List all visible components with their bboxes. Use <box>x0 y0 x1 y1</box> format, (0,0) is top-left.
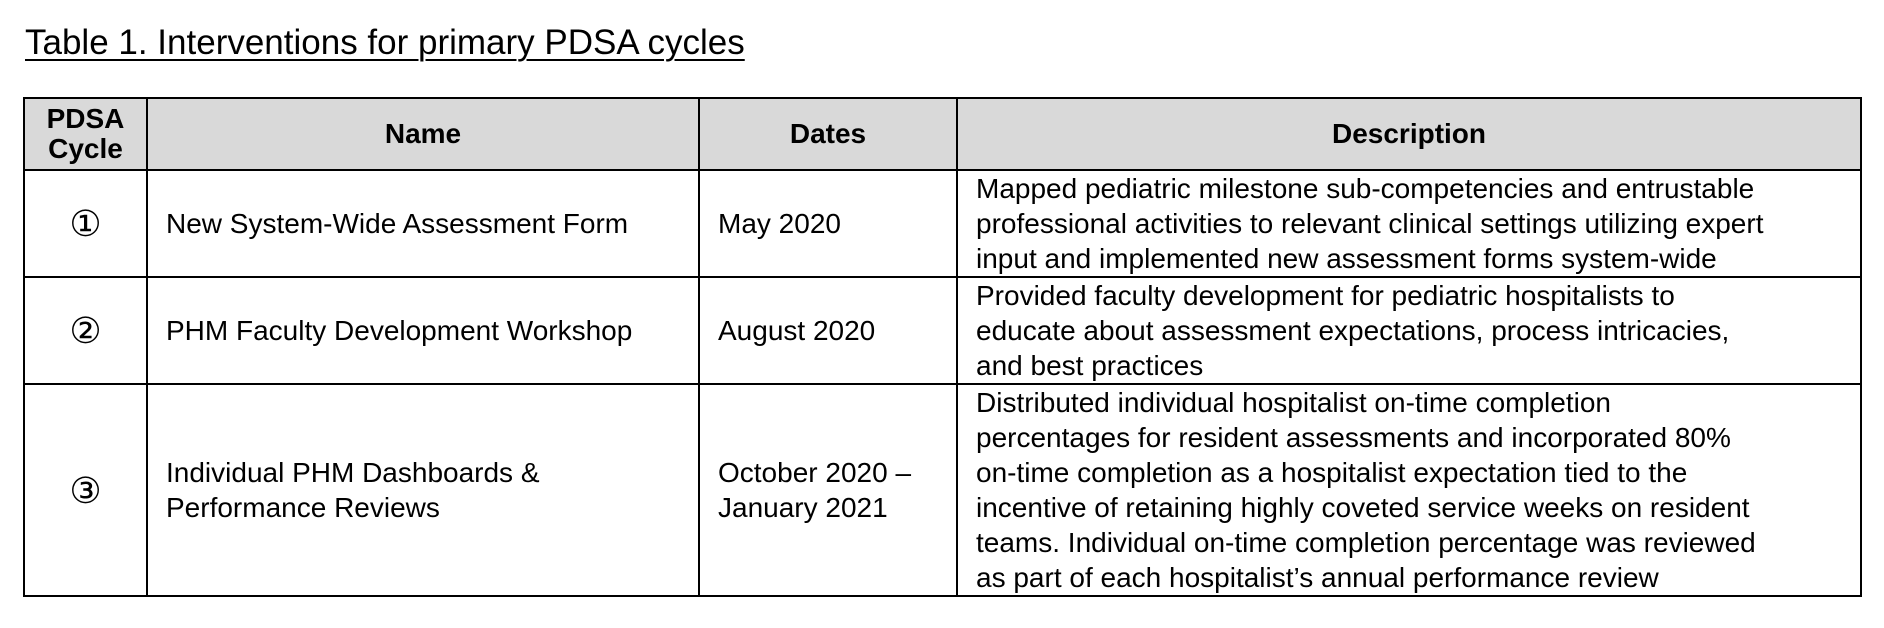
cycle-number: ① <box>24 170 147 277</box>
header-pdsa-cycle-line-1: PDSA <box>46 103 125 134</box>
intervention-name-line: New System-Wide Assessment Form <box>166 208 629 239</box>
intervention-name-line: PHM Faculty Development Workshop <box>166 315 633 346</box>
table-row <box>24 170 1861 277</box>
description-line: and best practices <box>976 350 1204 381</box>
header-pdsa-cycle-line-2: Cycle <box>48 133 123 164</box>
intervention-description <box>957 384 1861 596</box>
intervention-name-line: Individual PHM Dashboards & <box>166 457 540 488</box>
intervention-name-line: Performance Reviews <box>166 492 440 523</box>
intervention-name <box>147 384 699 596</box>
description-line: Distributed individual hospitalist on-time completion <box>976 387 1611 418</box>
cycle-number: ② <box>24 277 147 384</box>
description-line: educate about assessment expectations, process intricacies, <box>976 315 1730 346</box>
intervention-dates-line: January 2021 <box>718 492 888 523</box>
intervention-description <box>957 277 1861 384</box>
header-description: Description <box>957 98 1861 170</box>
header-name: Name <box>147 98 699 170</box>
header-dates: Dates <box>699 98 957 170</box>
intervention-name <box>147 170 699 277</box>
table-header-row <box>24 98 1861 170</box>
description-line: percentages for resident assessments and incorporated 80% <box>976 422 1731 453</box>
intervention-dates-line: October 2020 – <box>718 457 912 488</box>
description-line: on-time completion as a hospitalist expectation tied to the <box>976 457 1688 488</box>
intervention-dates <box>699 277 957 384</box>
intervention-dates <box>699 384 957 596</box>
description-line: Provided faculty development for pediatric hospitalists to <box>976 280 1675 311</box>
header-pdsa-cycle <box>24 98 147 170</box>
intervention-dates <box>699 170 957 277</box>
table-row <box>24 277 1861 384</box>
pdsa-interventions-table <box>23 97 1862 597</box>
intervention-dates-line: August 2020 <box>718 315 876 346</box>
intervention-description <box>957 170 1861 277</box>
description-line: incentive of retaining highly coveted service weeks on resident <box>976 492 1750 523</box>
description-line: Mapped pediatric milestone sub-competencies and entrustable <box>976 173 1755 204</box>
table-title: Table 1. Interventions for primary PDSA cycles <box>25 23 745 62</box>
description-line: as part of each hospitalist’s annual performance review <box>976 562 1659 593</box>
description-line: input and implemented new assessment forms system-wide <box>976 243 1717 274</box>
table-row <box>24 384 1861 596</box>
intervention-name <box>147 277 699 384</box>
description-line: teams. Individual on-time completion percentage was reviewed <box>976 527 1756 558</box>
cycle-number: ③ <box>24 384 147 596</box>
description-line: professional activities to relevant clinical settings utilizing expert <box>976 208 1764 239</box>
intervention-dates-line: May 2020 <box>718 208 841 239</box>
